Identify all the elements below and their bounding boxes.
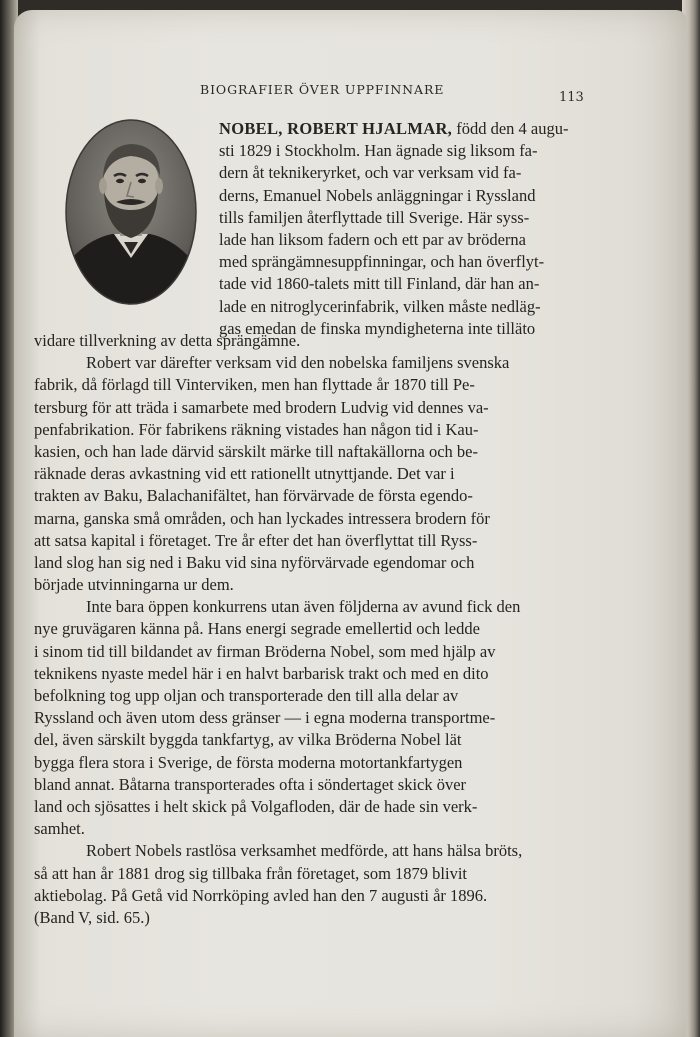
article-heading: NOBEL, ROBERT HJALMAR, [219, 119, 453, 138]
text-line: med sprängämnesuppfinningar, och han överflyt- [219, 252, 545, 272]
text-line: dern åt teknikeryrket, och var verksam vid fa- [219, 163, 522, 183]
text-line: penfabrikation. För fabrikens räkning vistades han någon tid i Kau- [34, 419, 479, 439]
text-line: vidare tillverkning av detta sprängämne. [34, 331, 301, 350]
text-line: fabrik, då förlagd till Vinterviken, men han flyttade år 1870 till Pe- [34, 375, 475, 395]
page-number: 113 [559, 90, 584, 105]
text-line: tersburg för att träda i samarbete med brodern Ludvig vid dennes va- [34, 397, 489, 417]
text-line: Ryssland och även utom dess gränser — i egna moderna transportme- [34, 708, 496, 728]
text-line: kasien, och han lade därvid särskilt märke till naftakällorna och be- [34, 441, 478, 461]
reference-line: (Band V, sid. 65.) [34, 907, 150, 927]
text-line: del, även särskilt byggda tankfartyg, av vilka Bröderna Nobel lät [34, 730, 462, 750]
text-line: nye gruvägaren känna på. Hans energi segrade emellertid och ledde [34, 619, 480, 639]
text-line: aktiebolag. På Getå vid Norrköping avled han den 7 augusti år 1896. [34, 885, 488, 905]
text-line: att satsa kapital i företaget. Tre år efter det han överflyttat till Ryss- [34, 530, 478, 550]
book-page [14, 10, 686, 1037]
text-line: derns, Emanuel Nobels anläggningar i Ryssland [219, 185, 536, 205]
text-line: sti 1829 i Stockholm. Han ägnade sig liksom fa- [219, 141, 538, 161]
text-line: så att han år 1881 drog sig tillbaka från företaget, som 1879 blivit [34, 863, 468, 883]
text-line: i sinom tid till bildandet av firman Bröderna Nobel, som med hjälp av [34, 641, 496, 661]
text-line: land och sjösattes i helt skick på Volgafloden, där de hade sin verk- [34, 796, 478, 816]
text-line: land slog han sig ned i Baku vid sina nyförvärvade egendomar och [34, 552, 475, 572]
portrait-image [64, 118, 198, 306]
text-line: räknade deras avkastning vid ett rationellt utnyttjande. Det var i [34, 464, 455, 484]
running-head: BIOGRAFIER ÖVER UPPFINNARE [200, 82, 445, 97]
paragraph-start-line: Robert var därefter verksam vid den nobelska familjens svenska [86, 353, 510, 373]
article-body-block [34, 330, 522, 929]
text-line: teknikens nyaste medel här i en halvt barbarisk trakt och med en dito [34, 663, 489, 683]
text-line: lade en nitroglycerinfabrik, vilken måste nedläg- [219, 296, 541, 316]
paragraph-start-line: Inte bara öppen konkurrens utan även följderna av avund fick den [86, 597, 521, 617]
text-line: började utvinningarna ur dem. [34, 575, 234, 595]
article-first-line [219, 118, 568, 140]
article-intro-block [219, 118, 568, 340]
text-line: tills familjen återflyttade till Sverige. Här syss- [219, 207, 530, 227]
text-line: tade vid 1860-talets mitt till Finland, där han an- [219, 274, 540, 294]
paragraph-start-line: Robert Nobels rastlösa verksamhet medförde, att hans hälsa bröts, [86, 841, 523, 861]
text-line: lade han liksom fadern och ett par av bröderna [219, 229, 526, 249]
text-line: befolkning tog upp oljan och transporterade den till alla delar av [34, 686, 459, 705]
article-first-line-rest: född den 4 augu- [452, 119, 569, 138]
text-line: gas emedan de finska myndigheterna inte tilläto [219, 318, 536, 338]
text-line: samhet. [34, 819, 85, 839]
text-line: bygga flera stora i Sverige, de första moderna motortankfartygen [34, 752, 463, 772]
text-line: marna, ganska små områden, och han lyckades intressera brodern för [34, 508, 490, 528]
text-line: bland annat. Båtarna transporterades ofta i söndertaget skick över [34, 774, 467, 794]
text-line: trakten av Baku, Balachanifältet, han förvärvade de första egendo- [34, 486, 473, 506]
